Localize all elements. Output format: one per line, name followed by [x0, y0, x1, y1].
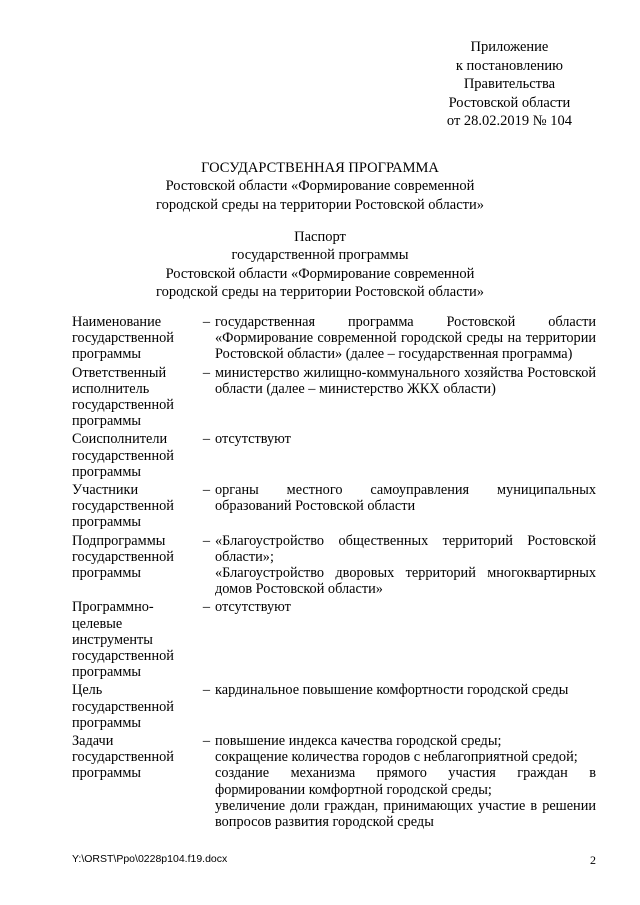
appendix-line: от 28.02.2019 № 104 [446, 113, 572, 130]
passport-row-dash: – [202, 682, 211, 699]
passport-value-line: «Благоустройство общественных территорий Ростовской области»; [215, 532, 596, 565]
passport-value-line: «Благоустройство дворовых территорий многоквартирных домов Ростовской области» [215, 565, 596, 598]
passport-value-line: отсутствуют [215, 431, 291, 448]
passport-row-dash: – [202, 599, 211, 616]
passport-row-value [215, 314, 596, 363]
passport-title-line: Ростовской области «Формирование современной [165, 265, 475, 282]
passport-value-line: отсутствуют [215, 599, 291, 616]
passport-row-name: Наименование государственной программы [72, 314, 174, 363]
passport-heading: Паспорт [294, 229, 346, 245]
passport-value-line: сокращение количества городов с неблагоприятной средой; [215, 749, 578, 766]
passport-row-name: Участники государственной программы [72, 482, 174, 531]
passport-row-dash: – [202, 314, 211, 330]
passport-row-dash: – [202, 733, 211, 750]
passport-row-value [215, 731, 596, 830]
passport-row-value [215, 680, 596, 731]
appendix-line: к постановлению [455, 57, 563, 74]
program-title-line: Ростовской области «Формирование современной [165, 178, 475, 195]
passport-row [72, 531, 596, 598]
footer-file-path: Y:\ORST\Ppo\0228p104.f19.docx [72, 853, 228, 865]
program-title-line: городской среды на территории Ростовской области» [156, 196, 484, 213]
passport-value-line: кардинальное повышение комфортности городской среды [215, 682, 569, 699]
passport-row-dash: – [202, 532, 211, 549]
passport-value-line: повышение индекса качества городской среды; [215, 733, 502, 750]
appendix-line: Правительства [463, 76, 556, 93]
appendix-line: Ростовской области [448, 94, 571, 111]
passport-row-name: Подпрограммы государственной программы [72, 532, 174, 582]
passport-rows [72, 314, 596, 830]
passport-row-name: Цель государственной программы [72, 682, 174, 731]
passport-row-dash: – [202, 482, 211, 499]
passport-row [72, 597, 596, 680]
passport-row [72, 731, 596, 830]
passport-row-dash: – [202, 364, 211, 381]
passport-row-value [215, 429, 596, 480]
passport-title-line: государственной программы [231, 247, 409, 264]
appendix-line: Приложение [470, 39, 549, 55]
passport-row-name: Соисполнители государственной программы [72, 431, 174, 480]
passport-row-name: Программно-целевые инструменты государственной программы [72, 599, 174, 681]
passport-row [72, 363, 596, 430]
program-title-heading: ГОСУДАРСТВЕННАЯ ПРОГРАММА [201, 160, 439, 176]
passport-row-name: Задачи государственной программы [72, 733, 174, 782]
passport-value-line: государственная программа Ростовской области «Формирование современной городской среды на территории Ростовской области» (далее – государственная программа) [215, 314, 596, 363]
passport-row-dash: – [202, 431, 211, 448]
passport-row-value [215, 597, 596, 680]
passport-row [72, 429, 596, 480]
passport-table [72, 314, 596, 830]
appendix-note [447, 38, 572, 131]
passport-title [0, 228, 640, 302]
passport-row-value [215, 531, 596, 598]
program-title [0, 159, 640, 214]
passport-value-line: увеличение доли граждан, принимающих участие в решении вопросов развития городской среды [215, 797, 596, 831]
passport-title-line: городской среды на территории Ростовской области» [156, 284, 484, 301]
passport-value-line: органы местного самоуправления муниципальных образований Ростовской области [215, 482, 596, 515]
passport-value-line: создание механизма прямого участия граждан в формировании комфортной городской среды; [215, 765, 596, 798]
passport-row-name: Ответственный исполнитель государственной программы [72, 364, 174, 430]
passport-value-line: министерство жилищно-коммунального хозяйства Ростовской области (далее – министерство ЖКХ области) [215, 364, 596, 397]
passport-row-value [215, 363, 596, 430]
passport-row [72, 314, 596, 363]
page-number: 2 [590, 853, 596, 867]
passport-row [72, 680, 596, 731]
passport-row-value [215, 480, 596, 531]
passport-row [72, 480, 596, 531]
